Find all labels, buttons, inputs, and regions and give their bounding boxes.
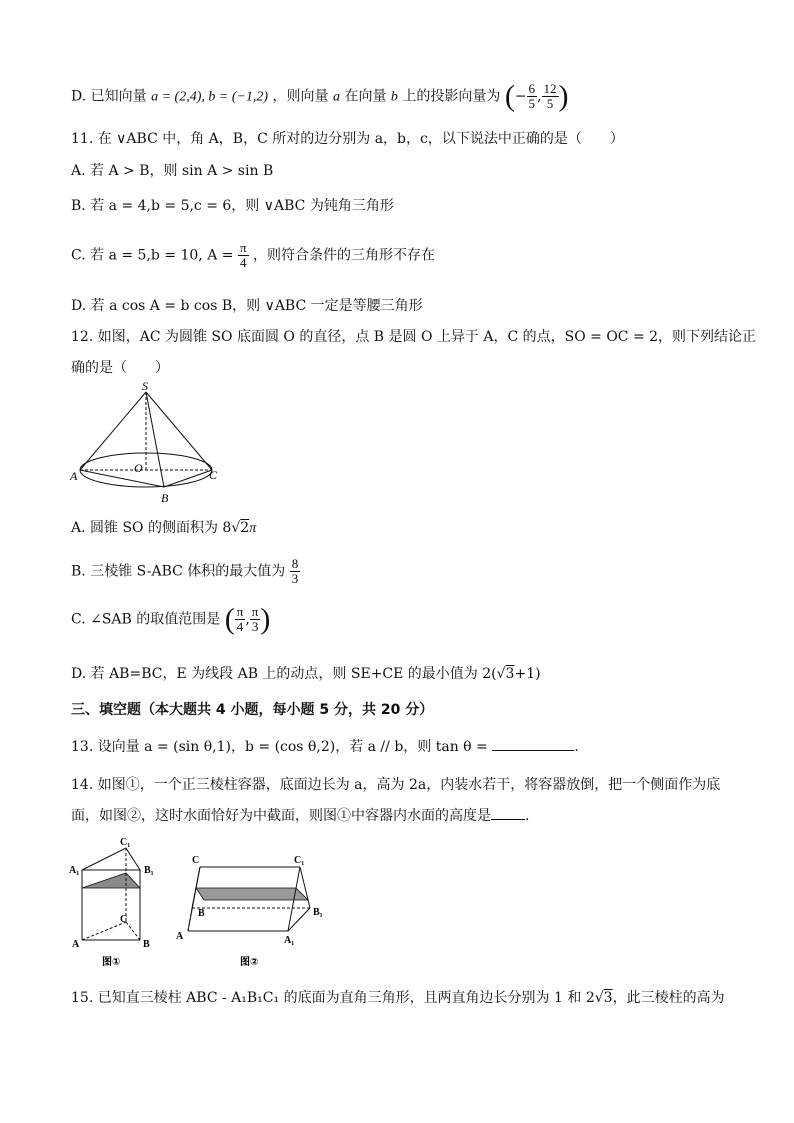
edge-C1B1 xyxy=(300,867,310,908)
text: C. 若 a = 5,b = 10, A = xyxy=(71,247,234,264)
section3-title: 三、填空题（本大题共 4 小题，每小题 5 分，共 20 分） xyxy=(71,702,434,718)
label-A1: A₁ xyxy=(284,935,295,946)
fraction: $\frac{8}{3}$ xyxy=(291,556,299,586)
text: ，此三棱柱的高为 xyxy=(612,990,725,1006)
edge-BC xyxy=(164,470,212,487)
q13 xyxy=(71,737,579,757)
label-C: C xyxy=(120,914,128,925)
text: D. 若 AB=BC，E 为线段 AB 上的动点，则 SE+CE 的最小值为 2( xyxy=(71,666,497,682)
text: 13. 设向量 a = (sin θ,1)，b = (cos θ,2)，若 a // b，则 tan θ = xyxy=(71,739,488,755)
fraction: $\frac{12}{5}$ xyxy=(543,81,557,111)
q11-stem: 11. 在 ∨ABC 中，角 A，B，C 所对的边分别为 a，b，c，以下说法中正确的是（ ） xyxy=(71,131,624,147)
fraction: $\frac{6}{5}$ xyxy=(528,81,536,111)
label-C1: C₁ xyxy=(294,855,305,866)
q10-option-d: D. 已知向量 a = (2,4), b = (−1,2) ，则向量 a 在向量 b 上的投影向量为 (− $\frac{6}{5}$ , $\frac{12}{5}$ ) xyxy=(71,79,569,113)
edge-CA xyxy=(188,867,200,931)
label-A: A xyxy=(72,939,80,950)
label-C1: C₁ xyxy=(120,837,131,848)
label-B1: B₁ xyxy=(144,865,154,876)
text: 面，如图②，这时水面恰好为中截面，则图①中容器内水面的高度是 xyxy=(71,808,491,824)
label-B: B xyxy=(143,939,150,950)
text: 15. 已知直三棱柱 ABC - A₁B₁C₁ 的底面为直角三角形，且两直角边长分别为 1 和 2 xyxy=(71,990,595,1006)
cone-figure xyxy=(66,380,226,510)
q12-option-b xyxy=(71,557,300,586)
fraction: $\frac{\pi}{4}$ xyxy=(239,240,247,270)
right-paren: ) xyxy=(260,602,271,636)
text: . xyxy=(574,739,579,755)
sqrt: √3 xyxy=(594,990,613,1006)
text: C. ∠SAB 的取值范围是 xyxy=(71,611,221,628)
q14-line1: 14. 如图①，一个正三棱柱容器，底面边长为 a，高为 2a，内装水若干，将容器放倒，把一个侧面作为底 xyxy=(71,777,721,793)
edge-CB xyxy=(126,922,140,940)
vector-expression: a = (2,4), b = (−1,2) xyxy=(151,89,269,105)
label-O: O xyxy=(134,461,143,475)
edge-SB xyxy=(146,392,164,487)
text: π xyxy=(249,521,257,536)
answer-blank xyxy=(492,738,574,751)
prism-figure-2 xyxy=(170,836,340,971)
q11-option-d: D. 若 a cos A = b cos B，则 ∨ABC 一定是等腰三角形 xyxy=(71,298,423,314)
label-A1: A₁ xyxy=(69,865,80,876)
q11-option-c xyxy=(71,241,435,270)
text: . xyxy=(525,808,530,824)
q11-option-b: B. 若 a = 4,b = 5,c = 6，则 ∨ABC 为钝角三角形 xyxy=(71,198,394,214)
fraction: $\frac{\pi}{4}$ xyxy=(236,604,244,634)
label-B1: B₁ xyxy=(313,907,323,918)
label-S: S xyxy=(142,380,148,393)
text: ，则向量 xyxy=(272,88,329,105)
label-C: C xyxy=(209,468,218,482)
edge-SC xyxy=(146,392,212,470)
fig2-caption: 图② xyxy=(240,957,259,968)
q15 xyxy=(71,988,725,1008)
q11-option-a: A. 若 A > B，则 sin A > sin B xyxy=(71,163,274,179)
text: +1) xyxy=(514,666,541,682)
vector-b: b xyxy=(390,89,398,105)
q12-stem-line1: 12. 如图，AC 为圆锥 SO 底面圆 O 的直径，点 B 是圆 O 上异于 A，C 的点，SO = OC = 2，则下列结论正 xyxy=(71,329,757,345)
text: 在向量 xyxy=(344,88,387,105)
water-surface xyxy=(82,873,140,888)
option-label: D. xyxy=(71,88,87,105)
sqrt: √2 xyxy=(231,520,250,536)
text: 上的投影向量为 xyxy=(402,88,501,105)
vector-a: a xyxy=(333,89,340,105)
text: ，则符合条件的三角形不存在 xyxy=(252,247,435,264)
answer-blank xyxy=(491,807,525,820)
label-B: B xyxy=(161,491,169,505)
text: A. 圆锥 SO 的侧面积为 8 xyxy=(71,520,232,536)
left-paren: ( xyxy=(504,79,515,113)
fig1-caption: 图① xyxy=(102,957,121,968)
label-A: A xyxy=(70,469,78,483)
text: 已知向量 xyxy=(90,88,147,105)
text: B. 三棱锥 S-ABC 体积的最大值为 xyxy=(71,563,286,580)
top-face xyxy=(82,848,140,870)
label-A: A xyxy=(176,931,184,942)
q12-option-c: C. ∠SAB 的取值范围是 ( $\frac{\pi}{4}$ , $\frac{\pi}{3}$ ) xyxy=(71,602,271,636)
sqrt: √3 xyxy=(496,666,515,682)
water-surface xyxy=(196,888,308,900)
fraction: $\frac{\pi}{3}$ xyxy=(251,604,259,634)
right-paren: ) xyxy=(558,79,569,113)
q12-option-d xyxy=(71,664,541,684)
prism-figure-1 xyxy=(66,836,166,971)
label-C: C xyxy=(192,855,200,866)
label-B: B xyxy=(198,908,205,919)
q12-stem-line2: 确的是（ ） xyxy=(71,360,169,376)
q12-option-a xyxy=(71,518,256,539)
edge-SA xyxy=(80,392,146,470)
edge-AB xyxy=(80,470,164,487)
left-paren: ( xyxy=(224,602,235,636)
q14-line2 xyxy=(71,806,529,826)
